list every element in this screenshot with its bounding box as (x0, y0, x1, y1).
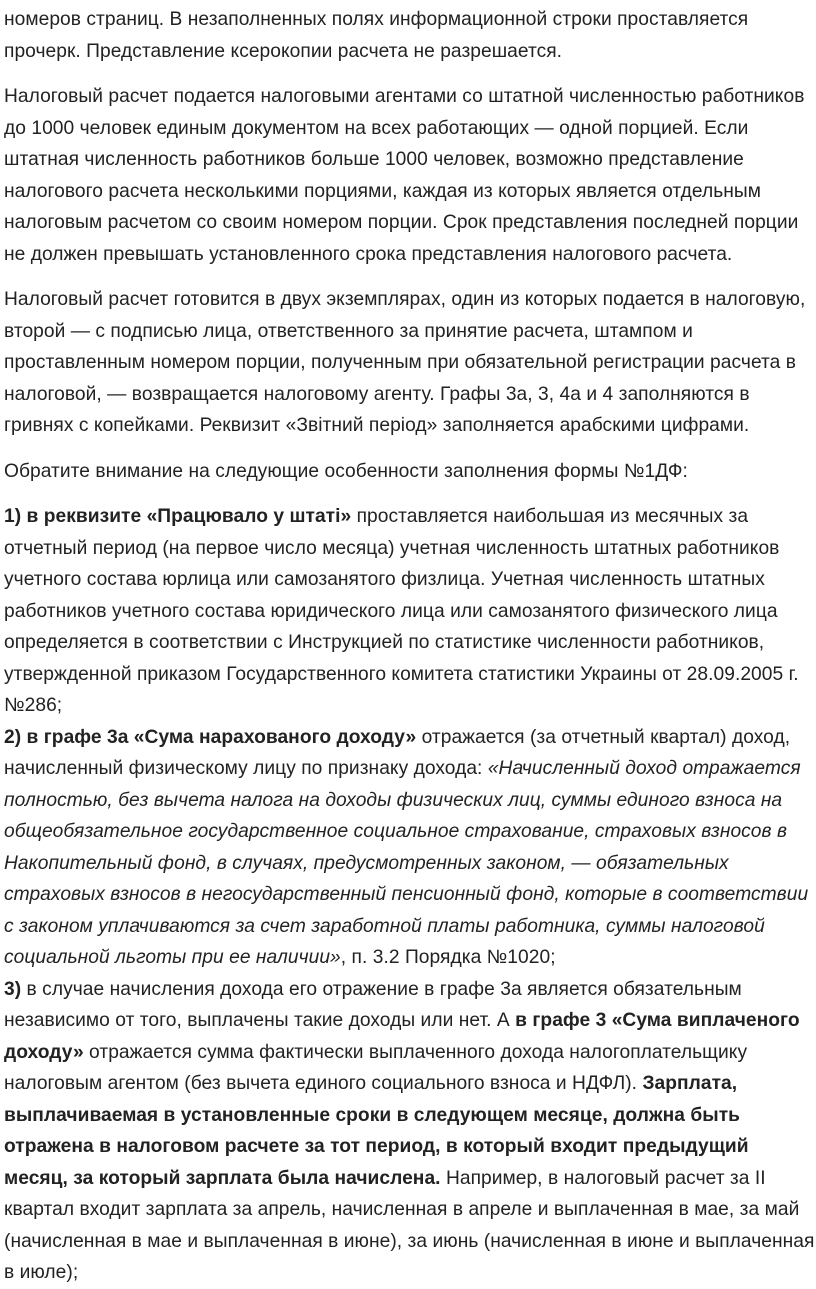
list-item-3-text-1: в случае начисления дохода его отражение в графе 3а является обязательным независимо от того, выплачены такие доходы или нет. А (4, 978, 742, 1031)
list-item-3-text-2: отражается сумма фактически выплаченного дохода налогоплательщику налоговым агентом (без вычета единого социального взноса и НДФЛ). (4, 1041, 748, 1094)
list-item-1-text: проставляется наибольшая из месячных за отчетный период (на первое число месяца) учетная численность штатных работников учетного состава юрлица или самозанятого физлица. Учетная численность штатных работников учетного состава юридического лица или самозанятого физического лица определяется в соответствии с Инструкцией по статистике численности работников, утвержденной приказом Государственного комитета статистики Украины от 28.09.2005 г. №286; (4, 506, 799, 716)
list-item-3-salary-rule: Зарплата, выплачиваемая в установленные сроки в следующем месяце, должна быть отражена в налоговом расчете за тот период, в который входит предыдущий месяц, за который зарплата была начислена. (4, 1073, 749, 1189)
list-item-3-number: 3) (4, 978, 22, 1000)
list-item-3 (4, 974, 816, 1289)
paragraph-form-intro: Обратите внимание на следующие особенности заполнения формы №1ДФ: (4, 460, 688, 482)
list-item-3-column-3: в графе 3 «Сума виплаченого доходу» (4, 1010, 800, 1063)
list-item-3-example: Например, в налоговый расчет за II квартал входит зарплата за апрель, начисленная в апреле и выплаченная в мае, за май (начисленная в мае и выплаченная в июне), за июнь (начисленная в июне и выплаченная в июле); (4, 1167, 815, 1283)
paragraph-copies: Налоговый расчет готовится в двух экземплярах, один из которых подается в налоговую, второй — с подписью лица, ответственного за принятие расчета, штампом и проставленным номером порции, полученным при обязательной регистрации расчета в налоговой, — возвращается налоговому агенту. Графы 3а, 3, 4а и 4 заполняются в гривнях с копейками. Реквизит «Звітний період» заполняется арабскими цифрами. (4, 289, 806, 436)
list-item-1 (4, 501, 816, 722)
list-item-2-quote: «Начисленный доход отражается полностью, без вычета налога на доходы физических лиц, суммы единого взноса на общеобязательное государственное социальное страхование, страховых взносов в Накопительный фонд, в случаях, предусмотренных законом, — обязательных страховых взносов в негосударственный пенсионный фонд, которые в соответствии с законом уплачиваются за счет заработной платы работника, суммы налоговой социальной льготы при ее наличии» (4, 758, 809, 968)
list-item-2 (4, 722, 816, 974)
paragraph-portions: Налоговый расчет подается налоговыми агентами со штатной численностью работников до 1000 человек единым документом на всех работающих — одной порцией. Если штатная численность работников больше 1000 человек, возможно представление налогового расчета несколькими порциями, каждая из которых является отдельным налоговым расчетом со своим номером порции. Срок представления последней порции не должен превышать установленного срока представления налогового расчета. (4, 86, 805, 265)
list-item-2-reference: , п. 3.2 Порядка №1020; (340, 947, 556, 968)
list-item-2-text: отражается (за отчетный квартал) доход, начисленный физическому лицу по признаку дохода: (4, 726, 791, 779)
list-item-2-heading: 2) в графе 3а «Сума нарахованого доходу» (4, 726, 417, 748)
paragraph-page-numbers: номеров страниц. В незаполненных полях информационной строки проставляется прочерк. Представление ксерокопии расчета не разрешается. (4, 9, 749, 62)
list-item-1-heading: 1) в реквизите «Працювало у штаті» (4, 506, 352, 527)
